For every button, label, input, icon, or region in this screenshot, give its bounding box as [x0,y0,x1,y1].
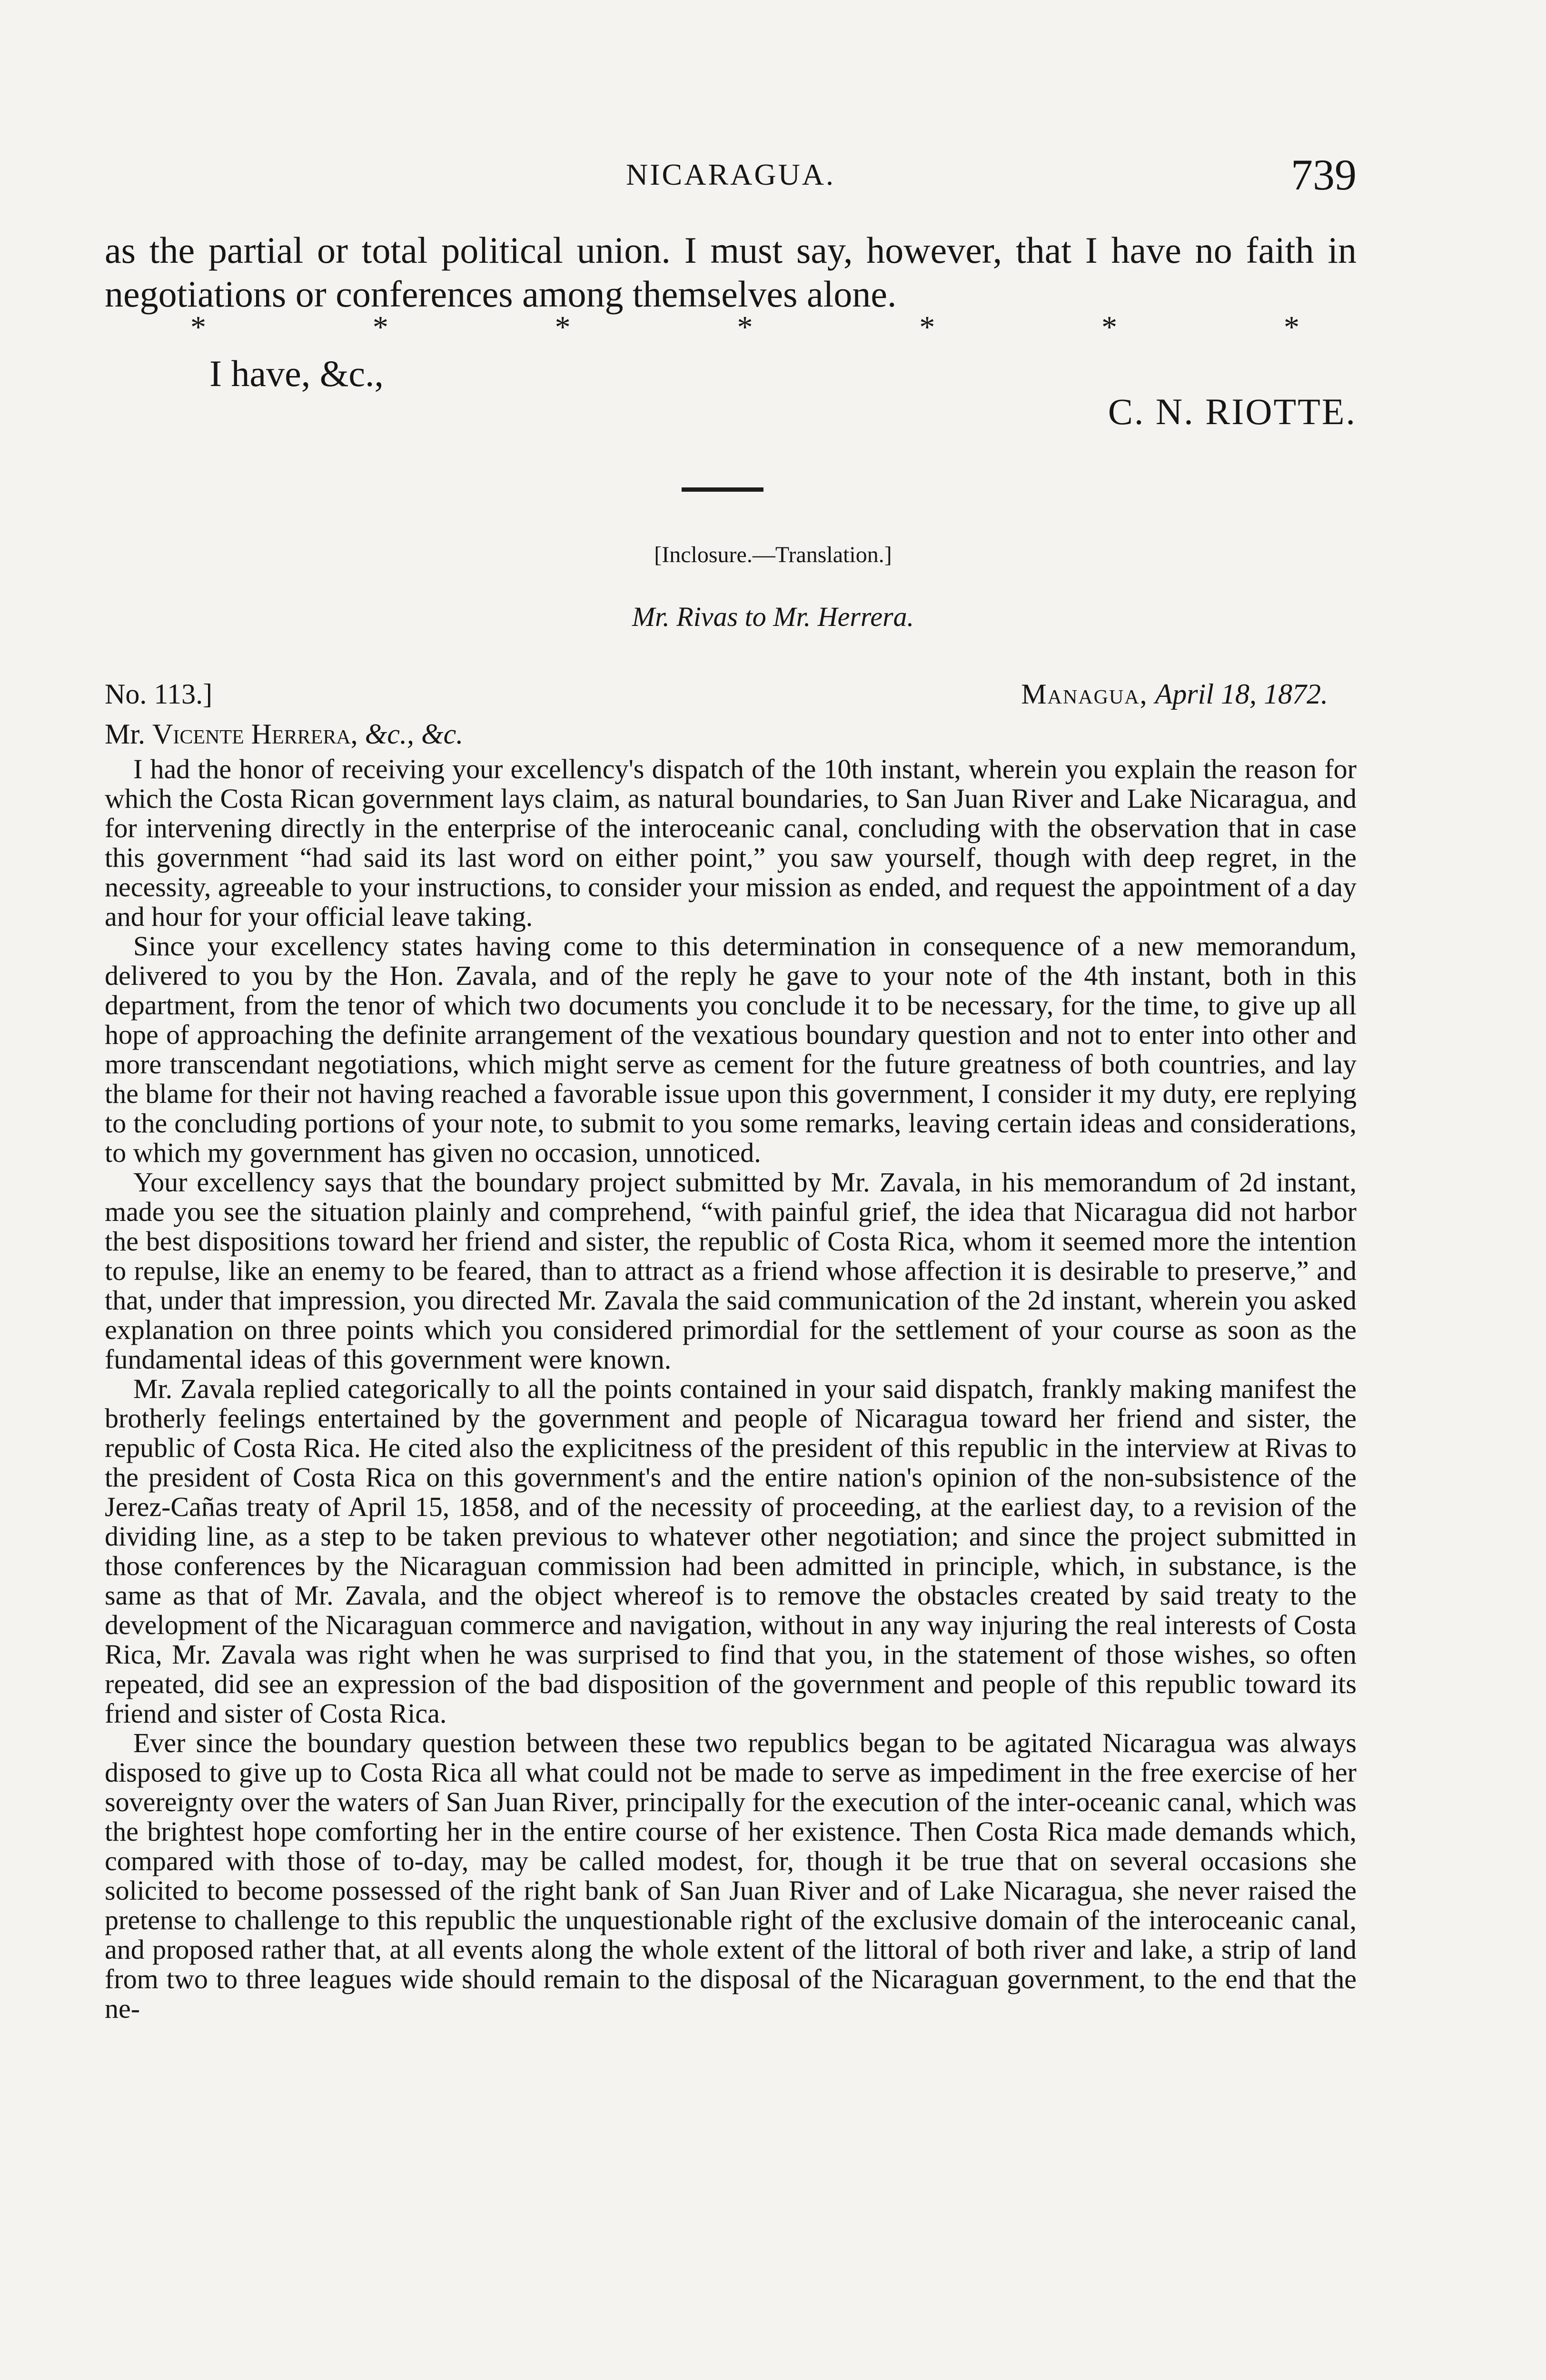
paragraph: Your excellency says that the boundary project submitted by Mr. Zavala, in his memorandum of 2d instant, made you see the situation plainly and comprehend, “with painful grief, the idea that Nicaragua did not harbor the best dispositions toward her friend and sister, the republic of Costa Rica, whom it seemed more the intention to repulse, like an enemy to be feared, than to attract as a friend whose affection it is desirable to preserve,” and that, under that impression, you directed Mr. Zavala the said communication of the 2d instant, wherein you asked explanation on three points which you considered primordial for the settlement of your course as soon as the fundamental ideas of this government were known. [105,1167,1357,1375]
paragraph: I had the honor of receiving your excellency's dispatch of the 10th instant, wherein you explain the reason for which the Costa Rican government lays claim, as natural boundaries, to San Juan River and Lake Nicaragua, and for intervening directly in the enterprise of the interoceanic canal, concluding with the observation that in case this government “had said its last word on either point,” you saw yourself, though with deep regret, in the necessity, agreeable to your instructions, to consider your mission as ended, and request the appointment of a day and hour for your official leave taking. [105,754,1357,932]
asterisk: * [1101,310,1118,345]
addressee [105,718,463,751]
asterisk: * [1283,310,1299,345]
place: Managua, [1021,678,1148,710]
asterisk: * [190,310,206,345]
asterisk: * [737,310,753,345]
paragraph: Since your excellency states having come to this determination in consequence of a new memorandum, delivered to you by the Hon. Zavala, and of the reply he gave to your note of the 4th instant, both in this department, from the tenor of which two documents you conclude it to be necessary, for the time, to give up all hope of approaching the definite arrangement of the vexatious boundary question and not to enter into other and more transcendant negotiations, which might serve as cement for the future greatness of both countries, and lay the blame for their not having reached a favorable issue upon this government, I consider it my duty, ere replying to the concluding portions of your note, to submit to you some remarks, leaving certain ideas and considerations, to which my government has given no occasion, unnoticed. [105,931,1357,1168]
paragraph: Ever since the boundary question between these two republics began to be agitated Nicaragua was always disposed to give up to Costa Rica all what could not be made to serve as impediment in the free exercise of her sovereignty over the waters of San Juan River, principally for the execution of the inter-oceanic canal, which was the brightest hope comforting her in the entire course of her existence. Then Costa Rica made demands which, compared with those of to-day, may be called modest, for, though it be true that on several occasions she solicited to become possessed of the right bank of San Juan River and of Lake Nicaragua, she never raised the pretense to challenge to this republic the unquestionable right of the exclusive domain of the interoceanic canal, and proposed rather that, at all events along the whole extent of the littoral of both river and lake, a strip of land from two to three leagues wide should remain to the disposal of the Nicaraguan government, to the end that the ne- [105,1727,1357,2024]
place-date [1021,678,1328,711]
section-divider [682,487,763,492]
ellipsis-marks [190,309,1299,346]
dateline [105,678,1328,711]
addressee-etc: &c., &c. [365,718,464,750]
addressee-name: Vicente Herrera, [152,718,358,750]
letter-heading: Mr. Rivas to Mr. Herrera. [632,601,914,632]
paragraph: Mr. Zavala replied categorically to all the points contained in your said dispatch, frankly making manifest the brotherly feelings entertained by the government and people of Nicaragua toward her friend and sister, the republic of Costa Rica. He cited also the explicitness of the president of this republic in the interview at Rivas to the president of Costa Rica on this government's and the entire nation's opinion of the non-subsistence of the Jerez-Cañas treaty of April 15, 1858, and of the necessity of proceeding, at the earliest day, to a revision of the dividing line, as a step to be taken previous to whatever other negotiation; and since the project submitted in those conferences by the Nicaraguan commission had been admitted in principle, which, in substance, is the same as that of Mr. Zavala, and the object whereof is to remove the obstacles created by said treaty to the development of the Nicaraguan commerce and navigation, without in any way injuring the real interests of Costa Rica, Mr. Zavala was right when he was surprised to find that you, in the statement of those wishes, so often repeated, did see an expression of the bad disposition of the government and people of this republic toward its friend and sister of Costa Rica. [105,1373,1357,1729]
running-title: NICARAGUA. [626,158,835,191]
document-number: No. 113.] [105,678,213,710]
running-head [105,152,1357,205]
salutation: I have, &c., [209,353,384,394]
asterisk: * [919,310,935,345]
inclosure-label: [Inclosure.—Translation.] [654,542,892,567]
closing-paragraph: as the partial or total political union. I must say, however, that I have no faith in negotiations or conferences among themselves alone. [105,229,1357,315]
letter-body [105,754,1357,2023]
asterisk: * [372,310,388,345]
addressee-prefix: Mr. [105,718,146,750]
page-number: 739 [1291,150,1357,199]
signature: C. N. RIOTTE. [1108,391,1357,432]
asterisk: * [555,310,571,345]
date: April 18, 1872. [1155,678,1328,710]
